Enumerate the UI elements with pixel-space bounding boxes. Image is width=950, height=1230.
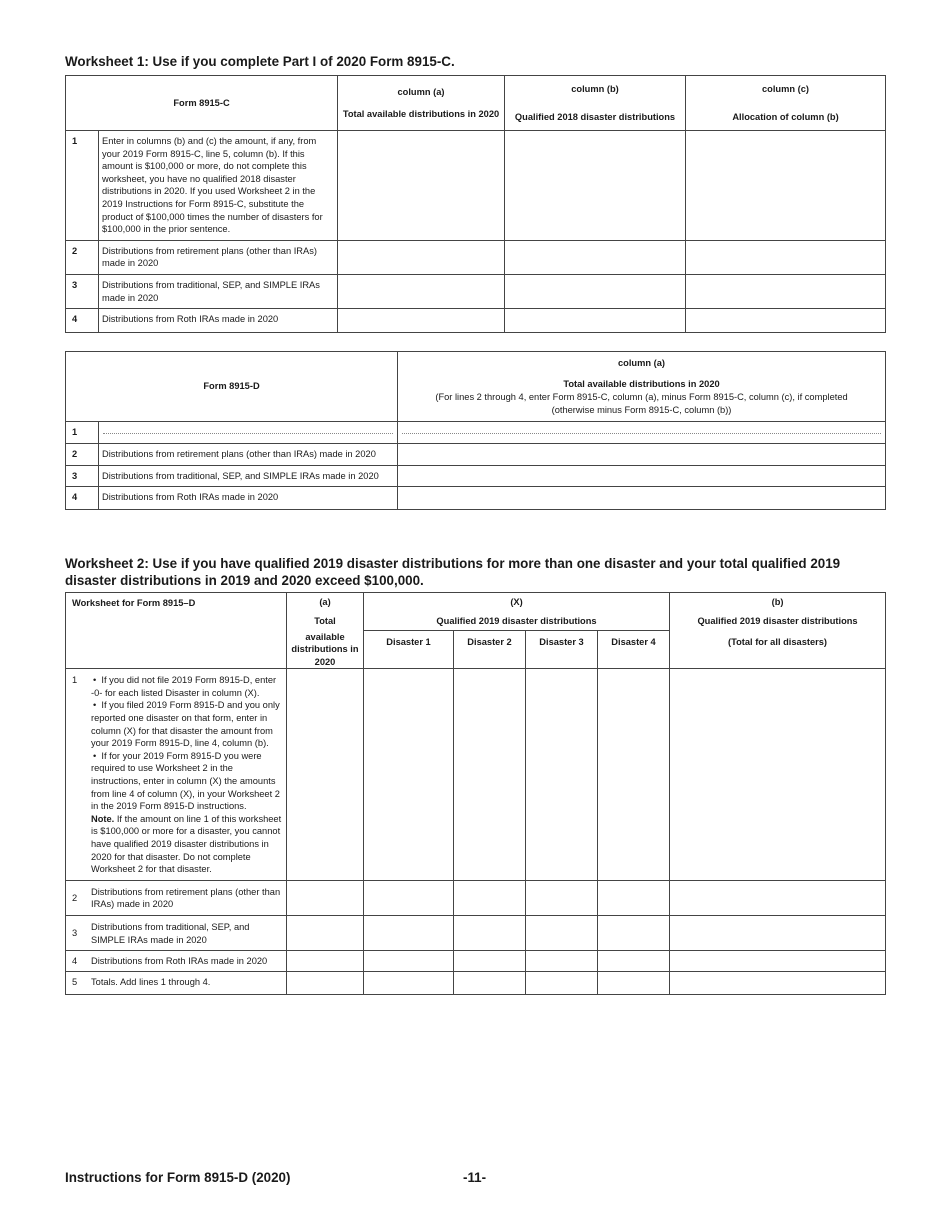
dotted-leader <box>99 422 398 444</box>
entry-cell[interactable] <box>398 487 886 510</box>
line-description: Distributions from Roth IRAs made in 2020 <box>99 487 398 510</box>
line-number: 5 <box>72 976 78 987</box>
entry-cell[interactable] <box>526 669 598 881</box>
entry-cell[interactable] <box>364 915 454 950</box>
col-b-sub: (Total for all disasters) <box>670 631 886 669</box>
table-row <box>66 915 886 950</box>
entry-cell[interactable] <box>526 951 598 972</box>
table-row <box>66 880 886 915</box>
entry-cell[interactable] <box>526 880 598 915</box>
worksheet2-header-label: Worksheet for Form 8915–D <box>66 593 287 669</box>
table-row <box>66 131 886 241</box>
entry-cell[interactable] <box>598 915 670 950</box>
table-row <box>66 971 886 994</box>
col-a-desc-2: available distributions in 2020 <box>287 631 364 669</box>
line-1-description <box>66 669 287 881</box>
page-number: -11- <box>463 1170 487 1185</box>
table-row <box>66 487 886 510</box>
line-description: Distributions from retirement plans (other than IRAs) made in 2020 <box>91 886 281 910</box>
entry-cell[interactable] <box>598 971 670 994</box>
form8915d-col-a-header <box>398 352 886 422</box>
worksheet1-col-b-header <box>505 76 686 131</box>
entry-cell[interactable] <box>338 240 505 274</box>
entry-cell[interactable] <box>364 669 454 881</box>
line-number: 1 <box>72 675 78 686</box>
col-a-label: column (a) <box>397 86 445 97</box>
line-description: Distributions from Roth IRAs made in 2020 <box>99 309 338 333</box>
entry-cell[interactable] <box>454 669 526 881</box>
col-x-desc: Qualified 2019 disaster distributions <box>364 613 670 631</box>
entry-cell[interactable] <box>686 309 886 333</box>
col-b-label: (b) <box>670 593 886 613</box>
entry-cell[interactable] <box>287 669 364 881</box>
entry-cell[interactable] <box>526 971 598 994</box>
worksheet1-col-c-header <box>686 76 886 131</box>
table-row <box>66 669 886 881</box>
line-description: Distributions from traditional, SEP, and SIMPLE IRAs made in 2020 <box>99 274 338 308</box>
entry-cell[interactable] <box>454 951 526 972</box>
entry-cell[interactable] <box>686 240 886 274</box>
line-number: 4 <box>66 309 99 333</box>
col-b-desc: Qualified 2019 disaster distributions <box>670 613 886 631</box>
col-b-label: column (b) <box>571 83 619 94</box>
line-3-description <box>66 915 287 950</box>
bullet-item: • If for your 2019 Form 8915-D you were required to use Worksheet 2 in the instructions, enter in column (X) the amounts from line 4 of column (X), in your Worksheet 2 in the 2019 Form 8915-D instructions. <box>91 750 280 812</box>
col-a-desc-1: Total <box>287 613 364 631</box>
entry-cell[interactable] <box>338 309 505 333</box>
worksheet2-table <box>65 592 886 995</box>
disaster-2-header: Disaster 2 <box>454 631 526 669</box>
line-number: 4 <box>66 487 99 510</box>
table-row <box>66 951 886 972</box>
line-description: Distributions from traditional, SEP, and SIMPLE IRAs made in 2020 <box>99 465 398 487</box>
entry-cell[interactable] <box>505 309 686 333</box>
entry-cell[interactable] <box>398 422 886 444</box>
entry-cell[interactable] <box>505 131 686 241</box>
entry-cell[interactable] <box>454 915 526 950</box>
form8915d-table <box>65 351 886 510</box>
col-a-note: (For lines 2 through 4, enter Form 8915-C, column (a), minus Form 8915-C, column (c), if completed (otherwise minus Form 8915-C, column (b)) <box>435 392 848 415</box>
col-x-label: (X) <box>364 593 670 613</box>
worksheet2-title: Worksheet 2: Use if you have qualified 2019 disaster distributions for more than one disaster and your total qualified 2019 disaster distributions in 2019 and 2020 exceed $100,000. <box>65 556 841 588</box>
entry-cell[interactable] <box>670 669 886 881</box>
form8915d-form-label: Form 8915-D <box>66 352 398 422</box>
table-row <box>66 422 886 444</box>
entry-cell[interactable] <box>364 971 454 994</box>
line-description: Distributions from retirement plans (other than IRAs) made in 2020 <box>99 240 338 274</box>
line-number: 2 <box>66 444 99 466</box>
entry-cell[interactable] <box>598 951 670 972</box>
line-number: 3 <box>66 465 99 487</box>
line-number: 2 <box>72 892 78 903</box>
entry-cell[interactable] <box>670 880 886 915</box>
entry-cell[interactable] <box>287 951 364 972</box>
entry-cell[interactable] <box>670 915 886 950</box>
worksheet1-form-label: Form 8915-C <box>66 76 338 131</box>
entry-cell[interactable] <box>398 465 886 487</box>
entry-cell[interactable] <box>670 951 886 972</box>
line-description: Distributions from traditional, SEP, and SIMPLE IRAs made in 2020 <box>91 921 250 945</box>
worksheet1-title: Worksheet 1: Use if you complete Part I of 2020 Form 8915-C. <box>65 54 455 69</box>
entry-cell[interactable] <box>505 240 686 274</box>
table-row <box>66 444 886 466</box>
col-c-desc: Allocation of column (b) <box>732 111 839 122</box>
entry-cell[interactable] <box>505 274 686 308</box>
bullet-item: • If you did not file 2019 Form 8915-D, enter -0- for each listed Disaster in column (X). <box>91 675 277 698</box>
col-b-desc: Qualified 2018 disaster distributions <box>514 111 676 122</box>
line-4-description <box>66 951 287 972</box>
entry-cell[interactable] <box>670 971 886 994</box>
line-description: Totals. Add lines 1 through 4. <box>91 976 211 987</box>
worksheet1-col-a-header <box>338 76 505 131</box>
table-row <box>66 240 886 274</box>
entry-cell[interactable] <box>338 274 505 308</box>
bullet-item: • If you filed 2019 Form 8915-D and you only reported one disaster on that form, enter in column (X) for that disaster the amount from your 2019 Form 8915-D, line 4, column (b). <box>91 700 280 749</box>
line-number: 4 <box>72 956 78 967</box>
line-5-description <box>66 971 287 994</box>
line-number: 3 <box>72 927 78 938</box>
entry-cell[interactable] <box>364 880 454 915</box>
entry-cell[interactable] <box>686 131 886 241</box>
entry-cell[interactable] <box>398 444 886 466</box>
line-number: 2 <box>66 240 99 274</box>
entry-cell[interactable] <box>454 971 526 994</box>
entry-cell[interactable] <box>287 880 364 915</box>
line-description: Distributions from Roth IRAs made in 2020 <box>91 956 268 967</box>
entry-cell[interactable] <box>598 880 670 915</box>
line-number: 3 <box>66 274 99 308</box>
entry-cell[interactable] <box>364 951 454 972</box>
line-2-description <box>66 880 287 915</box>
worksheet1-table <box>65 75 886 333</box>
table-row <box>66 309 886 333</box>
entry-cell[interactable] <box>338 131 505 241</box>
entry-cell[interactable] <box>598 669 670 881</box>
entry-cell[interactable] <box>287 915 364 950</box>
disaster-1-header: Disaster 1 <box>364 631 454 669</box>
line-description: Enter in columns (b) and (c) the amount, if any, from your 2019 Form 8915-C, line 5, column (b). If this amount is $100,000 or more, do not complete this worksheet, you have no qualified 2018 disaster distributions in 2020. If you used Worksheet 2 in the 2019 Instructions for Form 8915-C, substitute the product of $100,000 times the number of disasters for $100,000 in the prior sentence. <box>99 131 338 241</box>
col-a-label: (a) <box>287 593 364 613</box>
footer-title: Instructions for Form 8915-D (2020) <box>65 1170 291 1185</box>
line-number: 1 <box>66 131 99 241</box>
line-description: Distributions from retirement plans (other than IRAs) made in 2020 <box>99 444 398 466</box>
table-row <box>66 465 886 487</box>
disaster-3-header: Disaster 3 <box>526 631 598 669</box>
entry-cell[interactable] <box>287 971 364 994</box>
col-a-label: column (a) <box>618 357 666 368</box>
col-c-label: column (c) <box>762 83 810 94</box>
disaster-4-header: Disaster 4 <box>598 631 670 669</box>
table-row <box>66 274 886 308</box>
entry-cell[interactable] <box>526 915 598 950</box>
entry-cell[interactable] <box>686 274 886 308</box>
line-number: 1 <box>66 422 99 444</box>
note: Note. If the amount on line 1 of this worksheet is $100,000 or more for a disaster, you cannot have qualified 2019 disaster distributions in 2020 for that disaster. Do not complete Worksheet 2 for that disaster. <box>91 813 282 875</box>
col-a-title: Total available distributions in 2020 <box>563 379 720 390</box>
col-a-desc: Total available distributions in 2020 <box>342 108 500 119</box>
entry-cell[interactable] <box>454 880 526 915</box>
